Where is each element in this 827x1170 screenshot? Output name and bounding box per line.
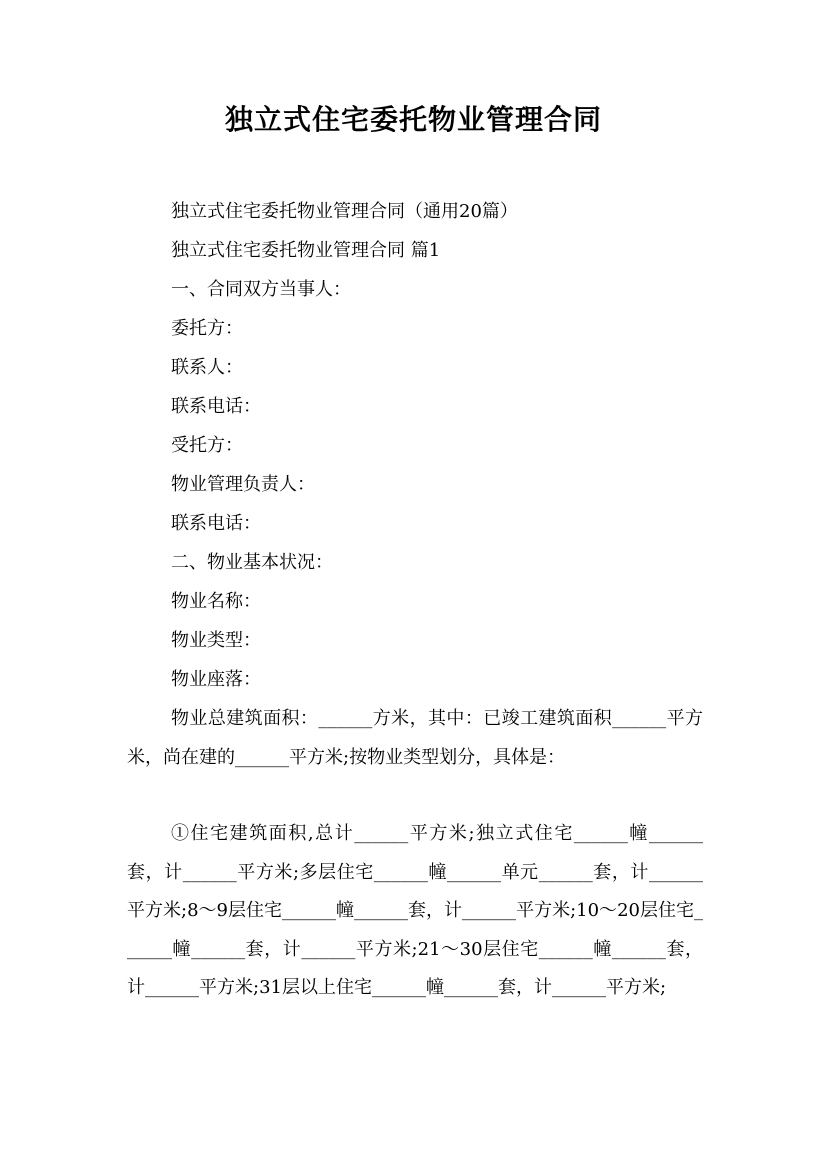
field-property-type: 物业类型： xyxy=(171,630,261,651)
paragraph-area: 物业总建筑面积：______方米，其中：已竣工建筑面积______平方米，尚在建的______平方米;按物业类型划分，具体是： xyxy=(127,708,703,768)
clause-heading-2: 二、物业基本状况： xyxy=(171,552,333,573)
field-property-manager: 物业管理负责人： xyxy=(171,474,315,495)
field-trustee: 受托方： xyxy=(171,435,243,456)
field-contact-phone: 联系电话： xyxy=(171,396,261,417)
field-contact-person: 联系人： xyxy=(171,357,243,378)
field-property-location: 物业座落： xyxy=(171,669,261,690)
paragraph-residential: ①住宅建筑面积,总计______平方米;独立式住宅______幢______套，计______平方米;多层住宅______幢______单元______套，计______平方米;8～9层住宅______幢______套，计______平方米;10～20层住宅______幢______套，计______平方米;21～30层住宅______幢______套，计______平方米;31层以上住宅______幢______套，计______平方米; xyxy=(127,823,703,998)
clause-heading: 一、合同双方当事人： xyxy=(171,279,351,300)
document-title: 独立式住宅委托物业管理合同 xyxy=(224,103,602,136)
field-contact-phone-2: 联系电话： xyxy=(171,513,261,534)
section-heading: 独立式住宅委托物业管理合同 篇1 xyxy=(171,240,441,261)
field-client: 委托方： xyxy=(171,318,243,339)
subtitle-line: 独立式住宅委托物业管理合同（通用20篇） xyxy=(171,201,518,222)
field-property-name: 物业名称： xyxy=(171,591,261,612)
